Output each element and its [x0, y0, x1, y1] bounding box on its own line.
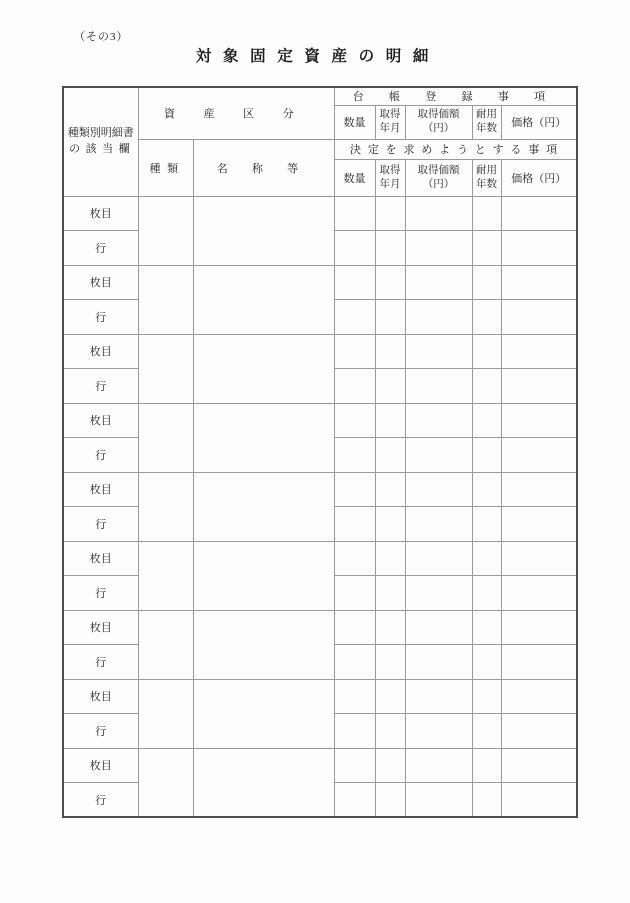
- request-price-cell: [501, 714, 577, 749]
- sheet-label-cell: 枚目: [63, 265, 138, 300]
- group-6-sheet-row: [63, 541, 577, 576]
- line-label-cell: 行: [63, 231, 138, 266]
- ledger-acq-price-cell: [405, 334, 472, 369]
- kind-cell: [138, 403, 193, 472]
- request-qty-cell: [334, 576, 375, 611]
- ledger-acq-date-cell: [375, 334, 405, 369]
- request-price-cell: [501, 576, 577, 611]
- request-acq-date-cell: [375, 369, 405, 404]
- ledger-price-cell: [501, 196, 577, 231]
- ledger-qty-cell: [334, 403, 375, 438]
- request-acq-price-cell: [405, 438, 472, 473]
- ledger-price-cell: [501, 541, 577, 576]
- ledger-life-cell: [472, 265, 501, 300]
- acq-date-line2: 年月: [379, 178, 401, 190]
- ledger-price-cell: [501, 265, 577, 300]
- kind-cell: [138, 541, 193, 610]
- request-life-cell: [472, 231, 501, 266]
- group-5-sheet-row: [63, 472, 577, 507]
- ledger-acq-date-cell: [375, 748, 405, 783]
- ledger-acq-date-cell: [375, 403, 405, 438]
- ledger-price-cell: [501, 403, 577, 438]
- acq-price-line1: 取得価額: [417, 109, 460, 121]
- ledger-life-cell: [472, 472, 501, 507]
- request-price-cell: [501, 300, 577, 335]
- request-life-cell: [472, 507, 501, 542]
- sheet-ref-line2: の該当欄: [69, 142, 136, 155]
- acq-price-line2: （円）: [422, 178, 455, 190]
- group-2-sheet-row: [63, 265, 577, 300]
- request-qty-cell: [334, 369, 375, 404]
- request-price-cell: [501, 507, 577, 542]
- name-etc-cell: [193, 403, 334, 472]
- ledger-qty-cell: [334, 610, 375, 645]
- name-etc-header: 名称等: [193, 139, 334, 196]
- kind-cell: [138, 610, 193, 679]
- group-7-sheet-row: [63, 610, 577, 645]
- name-etc-cell: [193, 541, 334, 610]
- request-qty-cell: [334, 231, 375, 266]
- request-qty-cell: [334, 300, 375, 335]
- request-acq-date-cell: [375, 645, 405, 680]
- ledger-price-cell: [501, 748, 577, 783]
- acq-date-line1: 取得: [379, 109, 401, 121]
- ledger-acq-price-cell: [405, 403, 472, 438]
- kind-cell: [138, 748, 193, 817]
- name-etc-cell: [193, 334, 334, 403]
- line-label-cell: 行: [63, 438, 138, 473]
- ledger-life-cell: [472, 679, 501, 714]
- sheet-label-cell: 枚目: [63, 472, 138, 507]
- ledger-acq-price-cell: [405, 265, 472, 300]
- request-acq-date-cell: [375, 231, 405, 266]
- ledger-price-cell: [501, 610, 577, 645]
- name-etc-cell: [193, 610, 334, 679]
- name-etc-cell: [193, 679, 334, 748]
- life-line2: 年数: [476, 123, 498, 134]
- sheet-ref-line1: 種類別明細書: [67, 126, 134, 139]
- name-etc-cell: [193, 748, 334, 817]
- ledger-qty-cell: [334, 265, 375, 300]
- ledger-acq-date-cell: [375, 265, 405, 300]
- request-acq-price-cell: [405, 231, 472, 266]
- request-acq-date-cell: [375, 783, 405, 818]
- request-qty-cell: [334, 507, 375, 542]
- life-line2: 年数: [476, 178, 498, 190]
- line-label-cell: 行: [63, 507, 138, 542]
- name-etc-cell: [193, 196, 334, 265]
- group-3-sheet-row: [63, 334, 577, 369]
- request-acq-date-cell: [375, 438, 405, 473]
- sheet-label-cell: 枚目: [63, 334, 138, 369]
- kind-cell: [138, 265, 193, 334]
- request-acq-date-header: [375, 159, 405, 196]
- acq-price-line1: 取得価額: [417, 164, 460, 176]
- ledger-qty-cell: [334, 541, 375, 576]
- ledger-acq-price-cell: [405, 541, 472, 576]
- kind-cell: [138, 472, 193, 541]
- ledger-price-cell: [501, 472, 577, 507]
- request-life-cell: [472, 783, 501, 818]
- request-acq-date-cell: [375, 714, 405, 749]
- sheet-label-cell: 枚目: [63, 541, 138, 576]
- ledger-qty-header: 数量: [334, 105, 375, 139]
- ledger-acq-date-cell: [375, 679, 405, 714]
- page-title: 対象固定資産の明細: [195, 48, 440, 65]
- group-9-sheet-row: [63, 748, 577, 783]
- ledger-life-header: [472, 105, 501, 139]
- ledger-qty-cell: [334, 334, 375, 369]
- ledger-qty-cell: [334, 679, 375, 714]
- line-label-cell: 行: [63, 645, 138, 680]
- request-life-cell: [472, 438, 501, 473]
- request-acq-price-cell: [405, 369, 472, 404]
- kind-header: 種類: [138, 139, 193, 196]
- sheet-label-cell: 枚目: [63, 748, 138, 783]
- request-price-header: 価格（円）: [501, 159, 577, 196]
- request-qty-cell: [334, 714, 375, 749]
- ledger-qty-cell: [334, 196, 375, 231]
- group-4-sheet-row: [63, 403, 577, 438]
- kind-cell: [138, 334, 193, 403]
- acq-price-line2: （円）: [422, 123, 455, 134]
- request-life-cell: [472, 645, 501, 680]
- sheet-label-cell: 枚目: [63, 196, 138, 231]
- kind-cell: [138, 679, 193, 748]
- ledger-life-cell: [472, 541, 501, 576]
- sheet-label-cell: 枚目: [63, 679, 138, 714]
- ledger-acq-price-cell: [405, 472, 472, 507]
- request-price-cell: [501, 645, 577, 680]
- name-etc-cell: [193, 265, 334, 334]
- life-line1: 耐用: [476, 109, 498, 121]
- ledger-price-cell: [501, 679, 577, 714]
- request-qty-cell: [334, 438, 375, 473]
- ledger-life-cell: [472, 196, 501, 231]
- asset-class-header: 資産区分: [138, 87, 334, 139]
- ledger-acq-price-cell: [405, 748, 472, 783]
- request-life-cell: [472, 300, 501, 335]
- line-label-cell: 行: [63, 300, 138, 335]
- ledger-qty-cell: [334, 472, 375, 507]
- ledger-acq-date-cell: [375, 196, 405, 231]
- corner-note: （その3）: [74, 31, 129, 43]
- line-label-cell: 行: [63, 576, 138, 611]
- request-price-cell: [501, 438, 577, 473]
- request-acq-price-header: [405, 159, 472, 196]
- line-label-cell: 行: [63, 369, 138, 404]
- request-qty-cell: [334, 783, 375, 818]
- ledger-price-cell: [501, 334, 577, 369]
- request-acq-date-cell: [375, 507, 405, 542]
- request-acq-price-cell: [405, 507, 472, 542]
- request-section-header: 決定を求めようとする事項: [334, 139, 577, 159]
- request-life-cell: [472, 576, 501, 611]
- request-price-cell: [501, 783, 577, 818]
- kind-cell: [138, 196, 193, 265]
- request-qty-cell: [334, 645, 375, 680]
- request-acq-price-cell: [405, 645, 472, 680]
- request-acq-date-cell: [375, 300, 405, 335]
- request-life-header: [472, 159, 501, 196]
- ledger-life-cell: [472, 748, 501, 783]
- group-1-sheet-row: [63, 196, 577, 231]
- request-acq-price-cell: [405, 783, 472, 818]
- ledger-life-cell: [472, 403, 501, 438]
- line-label-cell: 行: [63, 714, 138, 749]
- line-label-cell: 行: [63, 783, 138, 818]
- asset-detail-table: [62, 86, 578, 818]
- name-etc-cell: [193, 472, 334, 541]
- request-acq-price-cell: [405, 714, 472, 749]
- request-life-cell: [472, 369, 501, 404]
- request-acq-date-cell: [375, 576, 405, 611]
- request-life-cell: [472, 714, 501, 749]
- request-price-cell: [501, 369, 577, 404]
- request-acq-price-cell: [405, 300, 472, 335]
- ledger-price-header: 価格（円）: [501, 105, 577, 139]
- ledger-acq-date-cell: [375, 541, 405, 576]
- sheet-label-cell: 枚目: [63, 610, 138, 645]
- request-acq-price-cell: [405, 576, 472, 611]
- request-qty-header: 数量: [334, 159, 375, 196]
- table-body: [63, 196, 577, 817]
- sheet-ref-header: [63, 87, 138, 196]
- ledger-qty-cell: [334, 748, 375, 783]
- acq-date-line2: 年月: [379, 123, 401, 134]
- ledger-acq-price-cell: [405, 196, 472, 231]
- acq-date-line1: 取得: [379, 164, 401, 176]
- group-8-sheet-row: [63, 679, 577, 714]
- ledger-life-cell: [472, 334, 501, 369]
- ledger-acq-price-header: [405, 105, 472, 139]
- ledger-acq-price-cell: [405, 679, 472, 714]
- ledger-acq-date-cell: [375, 472, 405, 507]
- ledger-acq-date-cell: [375, 610, 405, 645]
- life-line1: 耐用: [476, 164, 498, 176]
- sheet-label-cell: 枚目: [63, 403, 138, 438]
- ledger-section-header: 台帳登録事項: [334, 87, 577, 105]
- ledger-life-cell: [472, 610, 501, 645]
- ledger-acq-date-header: [375, 105, 405, 139]
- ledger-acq-price-cell: [405, 610, 472, 645]
- request-price-cell: [501, 231, 577, 266]
